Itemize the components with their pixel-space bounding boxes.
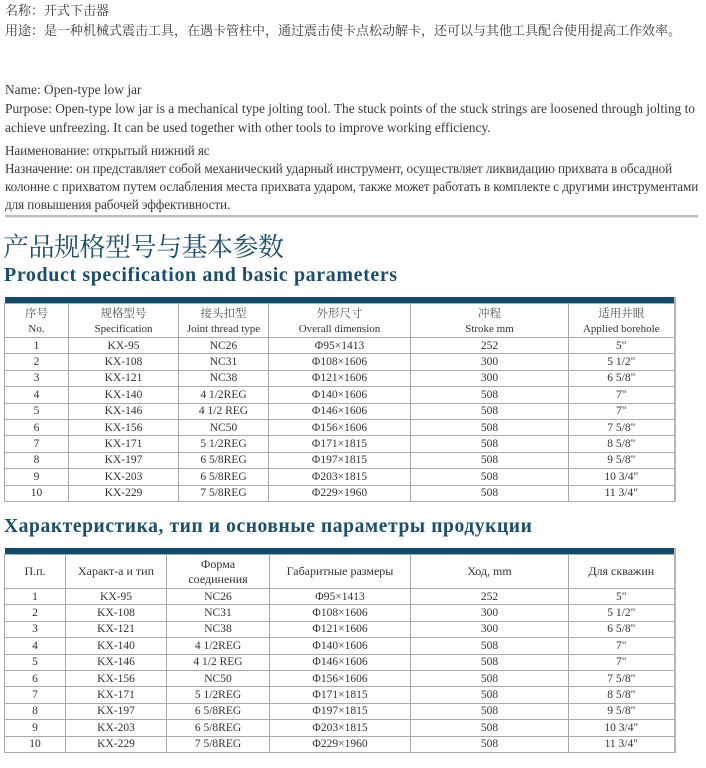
table-cell: KX-156 [69,419,179,435]
column-header [269,304,411,338]
table-cell: NC38 [167,621,270,637]
purpose-ru: Назначение: он представляет собой механический ударный инструмент, осуществляет ликвидацию прихвата в обсадной колонне с прихватом путем ослабления места прихвата ударом, также может работать в комплекте с другими инструментами для повышения рабочей эффективности. [5,161,699,212]
table-cell: 4 1/2 REG [179,403,269,419]
table-cell: 7" [569,403,675,419]
table-cell: Φ146×1606 [269,403,411,419]
column-header-line1: П.п. [24,564,46,578]
table-cell: 5 1/2REG [179,436,269,452]
table-cell: 9 5/8" [569,452,675,468]
table-cell: 300 [411,621,569,637]
column-header [5,555,66,589]
table-cell: 508 [411,419,569,435]
purpose-en: Purpose: Open-type low jar is a mechanical type jolting tool. The stuck points of the stuck strings are loosened through jolting to achieve unfreezing. It can be used together with other tools to improve working efficiency. [5,101,695,135]
table-cell: 7 5/8REG [167,736,270,752]
column-header [167,555,270,589]
table-cell: KX-140 [69,387,179,403]
column-header [69,304,179,338]
table-cell: Φ156×1606 [269,419,411,435]
table-row [5,387,675,403]
table-cell: 3 [5,621,66,637]
table-cell: 300 [411,605,569,621]
column-header-en: Joint thread type [186,322,261,335]
column-header-en: Applied borehole [582,322,660,335]
table-cell: 508 [411,387,569,403]
intro-english [5,80,705,137]
table-cell: 8 [5,703,66,719]
spec-table-ru [4,548,676,753]
name-ru: Наименование: открытый нижний яс [5,143,210,158]
table-row [5,354,675,370]
table-row [5,670,675,686]
table-row [5,338,675,354]
table-row [5,589,675,605]
table-row [5,469,675,485]
column-header [179,304,269,338]
table-cell: Φ95×1413 [270,589,411,605]
table-cell: KX-121 [69,370,179,386]
table-cell: 7" [569,638,675,654]
column-header-zh: 序号 [25,305,48,320]
table-cell: 8 [5,452,69,468]
table-row [5,436,675,452]
table-cell: 4 1/2 REG [167,654,270,670]
table-row [5,605,675,621]
column-header [411,555,569,589]
table-header-row [5,304,675,338]
table-cell: 508 [411,469,569,485]
table-cell: 252 [411,338,569,354]
section-divider [5,215,698,218]
column-header-en: Overall dimension [298,322,381,335]
column-header-zh: 外形尺寸 [316,305,363,320]
table-cell: Φ108×1606 [269,354,411,370]
table-cell: 508 [411,703,569,719]
table-cell: 4 [5,387,69,403]
table-cell: KX-229 [66,736,167,752]
table-cell: 6 5/8" [569,370,675,386]
table-cell: 300 [411,354,569,370]
table-cell: 2 [5,605,66,621]
table-row [5,452,675,468]
table-cell: 6 5/8REG [167,720,270,736]
table-row [5,419,675,435]
table-cell: 4 [5,638,66,654]
table-cell: 7" [569,387,675,403]
table-cell: 508 [411,403,569,419]
table-cell: 508 [411,638,569,654]
table-cell: Φ203×1815 [270,720,411,736]
column-header-zh: 适用井眼 [598,305,645,320]
table-cell: KX-121 [66,621,167,637]
table-cell: 4 1/2REG [167,638,270,654]
column-header-zh: 规格型号 [100,305,147,320]
column-header-zh: 接头扣型 [200,305,247,320]
table-cell: Φ108×1606 [270,605,411,621]
table-row [5,703,675,719]
column-header-line1: Ход, mm [467,564,512,578]
table-cell: KX-197 [66,703,167,719]
column-header-en: Specification [94,322,153,335]
table-cell: 8 5/8" [569,687,675,703]
table-cell: Φ140×1606 [269,387,411,403]
name-zh: 名称：开式下击器 [5,4,110,19]
table-cell: 11 3/4" [569,736,675,752]
table-cell: NC26 [179,338,269,354]
purpose-zh: 用途：是一种机械式震击工具，在遇卡管柱中，通过震击使卡点松动解卡，还可以与其他工具配合使用提高工作效率。 [5,24,682,39]
table-row [5,370,675,386]
table-cell: KX-146 [66,654,167,670]
column-header [270,555,411,589]
table-cell: 8 5/8" [569,436,675,452]
column-header-line1: Габаритные размеры [286,564,394,578]
table-cell: KX-171 [66,687,167,703]
section2-title-ru: Характеристика, тип и основные параметры продукции [4,516,533,537]
table-cell: 10 [5,485,69,501]
intro-russian [5,142,705,214]
column-header [569,304,675,338]
table-cell: Φ156×1606 [270,670,411,686]
column-header-zh: 冲程 [478,305,501,320]
table-cell: NC26 [167,589,270,605]
table-cell: Φ203×1815 [269,469,411,485]
table-cell: 508 [411,436,569,452]
table-cell: 4 1/2REG [179,387,269,403]
table-cell: 6 5/8" [569,621,675,637]
table-cell: Φ121×1606 [270,621,411,637]
table-cell: Φ197×1815 [269,452,411,468]
table-cell: Φ171×1815 [269,436,411,452]
table-header-row [5,555,675,589]
table-cell: KX-108 [69,354,179,370]
table-cell: NC50 [179,419,269,435]
table-cell: Φ95×1413 [269,338,411,354]
table-cell: 6 5/8REG [167,703,270,719]
table-cell: KX-171 [69,436,179,452]
table-cell: 508 [411,736,569,752]
column-header-line1: Форма [200,556,236,571]
table-row [5,654,675,670]
table-cell: 5" [569,338,675,354]
table-cell: 5 1/2" [569,354,675,370]
table-row [5,720,675,736]
table-cell: 3 [5,370,69,386]
column-header [66,555,167,589]
table-cell: 7 [5,687,66,703]
table-cell: 5 [5,654,66,670]
table-cell: KX-203 [69,469,179,485]
column-header [5,304,69,338]
table-cell: NC31 [179,354,269,370]
table-cell: KX-140 [66,638,167,654]
column-header-en: No. [28,322,45,335]
table-cell: 9 [5,469,69,485]
table-cell: 2 [5,354,69,370]
table-cell: Φ171×1815 [270,687,411,703]
table-cell: KX-156 [66,670,167,686]
table-cell: Φ229×1960 [269,485,411,501]
table-cell: KX-203 [66,720,167,736]
column-header-line1: Для скважин [588,564,655,578]
table-cell: 6 5/8REG [179,452,269,468]
table-row [5,736,675,752]
table-cell: 5 [5,403,69,419]
table-cell: 7 5/8" [569,419,675,435]
column-header-line1: Характ-а и тип [77,564,155,578]
table-cell: 5" [569,589,675,605]
table-cell: KX-108 [66,605,167,621]
table-cell: Φ229×1960 [270,736,411,752]
table-cell: 6 5/8REG [179,469,269,485]
table-cell: NC31 [167,605,270,621]
table-cell: Φ140×1606 [270,638,411,654]
table-cell: NC50 [167,670,270,686]
table-cell: 10 3/4" [569,720,675,736]
table-row [5,687,675,703]
table-row [5,485,675,501]
table-cell: 5 1/2REG [167,687,270,703]
table-cell: 6 [5,670,66,686]
table-cell: KX-95 [69,338,179,354]
table-cell: 11 3/4" [569,485,675,501]
table-cell: 300 [411,370,569,386]
table-row [5,621,675,637]
table-cell: 5 1/2" [569,605,675,621]
column-header [411,304,569,338]
table-cell: KX-95 [66,589,167,605]
intro-chinese [5,2,705,42]
table-cell: 508 [411,452,569,468]
table-cell: KX-229 [69,485,179,501]
table-cell: Φ121×1606 [269,370,411,386]
section1-title-en: Product specification and basic parameters [4,264,398,286]
section1-title-zh: 产品规格型号与基本参数 [3,233,284,263]
table-cell: 508 [411,687,569,703]
table-cell: 9 5/8" [569,703,675,719]
table-row [5,403,675,419]
table-cell: 10 3/4" [569,469,675,485]
table-cell: Φ146×1606 [270,654,411,670]
column-header-line2: соединения [188,571,248,586]
table-cell: 10 [5,736,66,752]
table-cell: 7" [569,654,675,670]
table-cell: 252 [411,589,569,605]
spec-table-zh-en [4,297,676,502]
table-cell: 508 [411,720,569,736]
table-cell: 1 [5,338,69,354]
table-cell: 9 [5,720,66,736]
table-cell: 508 [411,670,569,686]
column-header-en: Stroke mm [465,322,514,335]
table-cell: NC38 [179,370,269,386]
column-header [569,555,675,589]
table-cell: KX-146 [69,403,179,419]
table-cell: 7 5/8REG [179,485,269,501]
name-en: Name: Open-type low jar [5,82,142,97]
table-cell: Φ197×1815 [270,703,411,719]
table-cell: 7 [5,436,69,452]
table-cell: 508 [411,485,569,501]
table-cell: KX-197 [69,452,179,468]
table-cell: 508 [411,654,569,670]
table-row [5,638,675,654]
table-cell: 6 [5,419,69,435]
table-cell: 1 [5,589,66,605]
table-cell: 7 5/8" [569,670,675,686]
